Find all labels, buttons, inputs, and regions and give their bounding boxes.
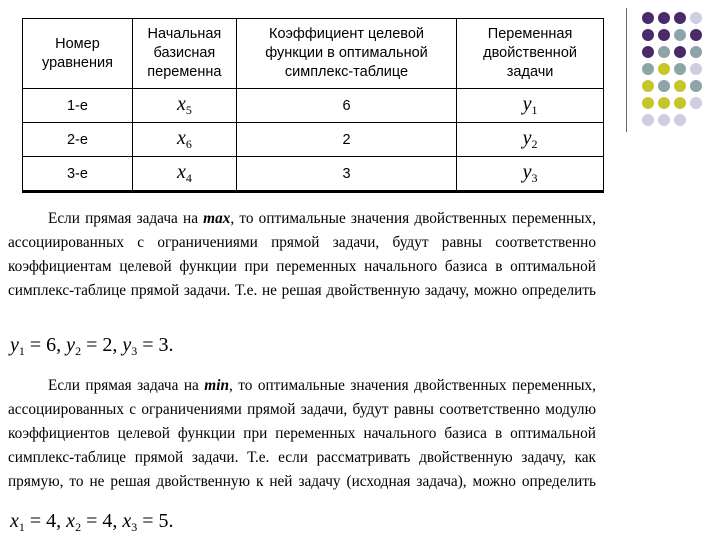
dual-variable-cell <box>457 157 604 192</box>
header-objective-coefficient: Коэффициент целевой функции в оптимальной симплекс-таблице <box>236 19 456 89</box>
formula-dual-values: $y_1 = 6$, $y_2 = 2$, $y_3 = 3$. <box>10 334 174 358</box>
formula-var: y <box>122 334 132 356</box>
formula-sub: 3 <box>131 520 138 534</box>
formula-var: y <box>66 334 76 356</box>
paragraph-text: Если прямая задача на <box>48 377 205 394</box>
decor-dot <box>674 97 686 109</box>
decor-dot <box>642 63 654 75</box>
dual-variable-cell <box>457 89 604 123</box>
formula-value: 3 <box>158 334 169 356</box>
decor-dot <box>658 12 670 24</box>
formula-sub: 1 <box>18 520 25 534</box>
dual-variable-cell <box>457 123 604 157</box>
decor-dot <box>690 12 702 24</box>
equation-number-cell: 2-е <box>23 123 133 157</box>
paragraph-max-case <box>8 207 596 303</box>
decor-dot <box>674 12 686 24</box>
formula-sub: 3 <box>131 344 138 358</box>
coefficient-cell: 2 <box>236 123 456 157</box>
decor-dot <box>642 80 654 92</box>
var-letter: x <box>176 161 186 183</box>
decor-dot <box>690 97 702 109</box>
header-equation-number: Номер уравнения <box>23 19 133 89</box>
formula-sub: 2 <box>75 520 82 534</box>
dual-letter: y <box>522 93 532 115</box>
dual-subscript: 2 <box>531 137 538 151</box>
decor-dot <box>674 114 686 126</box>
dual-letter: y <box>522 127 532 149</box>
paragraph-min-case <box>8 374 596 494</box>
decor-dot <box>658 80 670 92</box>
dual-letter: y <box>522 161 532 183</box>
decor-dot <box>658 46 670 58</box>
decorative-divider <box>626 8 627 132</box>
decor-dot <box>658 97 670 109</box>
decor-dot <box>642 97 654 109</box>
paragraph-text: Если прямая задача на <box>48 210 204 227</box>
formula-value: 6 <box>46 334 57 356</box>
table-row <box>23 123 604 157</box>
decor-dot <box>658 114 670 126</box>
header-basis-variable: Начальная базисная переменна <box>132 19 236 89</box>
decor-dot <box>690 80 702 92</box>
keyword-max: max <box>203 210 231 227</box>
paragraph-text: , то оптимальные значения двойственных переменных, ассоциированных с ограничениями прямой задачи, будут равны соответственно модулю коэффициентов целевой функции при переменных начального базиса в оптимальной симплекс-таблице прямой задачи. Т.е. если рассматривать двойственную задачу, как прямую, то не решая двойственную к ней задачу (исходная задача), можно определить <box>8 377 596 490</box>
basis-variable-cell <box>132 89 236 123</box>
formula-var: y <box>10 334 19 356</box>
decor-dot <box>674 63 686 75</box>
equation-number-cell: 1-е <box>23 89 133 123</box>
formula-value: 2 <box>102 334 113 356</box>
formula-value: 4 <box>102 510 113 532</box>
dual-variables-table <box>22 18 604 193</box>
dual-subscript: 1 <box>531 103 538 117</box>
var-subscript: 4 <box>185 171 192 185</box>
decor-dot <box>658 63 670 75</box>
paragraph-text: , то оптимальные значения двойственных переменных, ассоциированных с ограничениями прямой задачи, будут равны соответственно коэффициентам целевой функции при переменных начального базиса в оптимальной симплекс-таблице прямой задачи. Т.е. не решая двойственную задачу, можно определить <box>8 210 596 299</box>
formula-var: x <box>66 510 76 532</box>
basis-variable-cell <box>132 157 236 192</box>
formula-primal-values: $x_1 = 4$, $x_2 = 4$, $x_3 = 5$. <box>10 510 174 534</box>
formula-var: x <box>10 510 19 532</box>
decor-dot <box>658 29 670 41</box>
decor-dot <box>642 46 654 58</box>
decor-dot <box>690 29 702 41</box>
decor-dot <box>642 114 654 126</box>
decor-dot <box>674 46 686 58</box>
formula-value: 5 <box>158 510 169 532</box>
coefficient-cell: 3 <box>236 157 456 192</box>
decor-dot <box>674 80 686 92</box>
formula-sub: 2 <box>75 344 82 358</box>
decor-dot <box>642 29 654 41</box>
table-header-row <box>23 19 604 89</box>
var-letter: x <box>176 127 186 149</box>
dual-subscript: 3 <box>531 171 538 185</box>
formula-var: x <box>122 510 132 532</box>
var-subscript: 6 <box>185 137 192 151</box>
formula-value: 4 <box>46 510 57 532</box>
decor-dot <box>642 12 654 24</box>
basis-variable-cell <box>132 123 236 157</box>
header-dual-variable: Переменная двойственной задачи <box>457 19 604 89</box>
table-row <box>23 89 604 123</box>
decor-dot <box>690 46 702 58</box>
equation-number-cell: 3-е <box>23 157 133 192</box>
coefficient-cell: 6 <box>236 89 456 123</box>
decor-dot <box>674 29 686 41</box>
decor-dot <box>690 63 702 75</box>
keyword-min: min <box>204 377 229 394</box>
var-subscript: 5 <box>185 103 192 117</box>
formula-sub: 1 <box>18 344 25 358</box>
var-letter: x <box>176 93 186 115</box>
table-row <box>23 157 604 192</box>
